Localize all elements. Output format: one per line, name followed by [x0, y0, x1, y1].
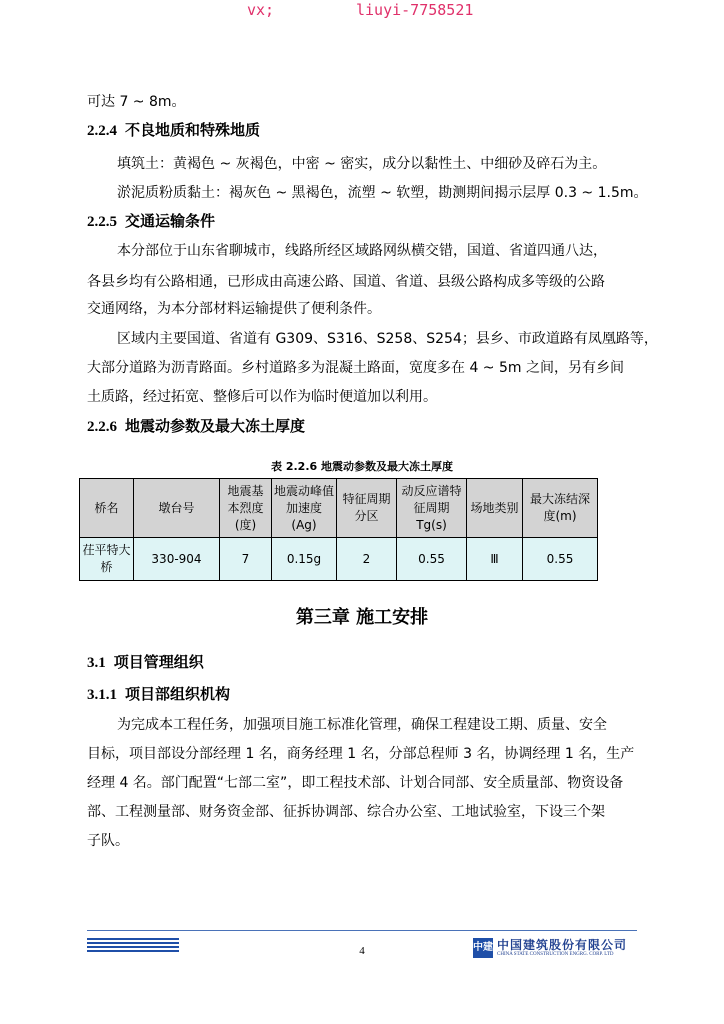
section-heading-2-2-4 [87, 119, 260, 142]
company-logo [473, 936, 638, 962]
paragraph-line: 本分部位于山东省聊城市，线路所经区域路网纵横交错，国道、省道四通八达， [117, 243, 607, 259]
table-header-cell: 特征周期分区 [337, 479, 397, 538]
section-title: 交通运输条件 [125, 212, 216, 230]
paragraph-line: 土质路，经过拓宽、整修后可以作为临时便道加以利用。 [87, 389, 437, 405]
section-heading-2-2-6 [87, 415, 305, 438]
watermark-right: liuyi-7758521 [356, 1, 474, 19]
paragraph-line: 交通网络，为本分部材料运输提供了便利条件。 [87, 301, 381, 317]
watermark [0, 1, 724, 21]
section-title: 项目部组织机构 [125, 685, 231, 703]
page-footer [0, 930, 724, 970]
table-row [80, 538, 598, 581]
paragraph-line: 子队。 [87, 833, 129, 849]
table-cell: 330-904 [134, 538, 220, 581]
paragraph-line: 部、工程测量部、财务资金部、征拆协调部、综合办公室、工地试验室，下设三个架 [87, 804, 605, 820]
paragraph-line: 各县乡均有公路相通，已形成由高速公路、国道、省道、县级公路构成多等级的公路 [87, 274, 605, 290]
paragraph-line: 区域内主要国道、省道有 G309、S316、S258、S254；县乡、市政道路有凤凰路等， [117, 331, 658, 347]
section-heading-3-1-1 [87, 683, 230, 706]
section-title: 地震动参数及最大冻土厚度 [125, 417, 306, 435]
paragraph-line: 淤泥质粉质黏土：褐灰色 ~ 黑褐色，流塑 ~ 软塑，勘测期间揭示层厚 0.3 ~ 1.5m。 [117, 185, 648, 201]
section-heading-3-1 [87, 651, 204, 674]
footer-divider [87, 930, 637, 931]
section-heading-2-2-5 [87, 210, 215, 233]
section-number: 3.1 [87, 655, 106, 671]
table-header-cell: 地震基本烈度(度) [220, 479, 272, 538]
section-number: 3.1.1 [87, 687, 117, 703]
table-header-cell: 最大冻结深度(m) [523, 479, 598, 538]
company-name-en: CHINA STATE CONSTRUCTION ENGRG. CORP. LTD [497, 952, 614, 957]
table-header-cell: 动反应谱特征周期Tg(s) [397, 479, 467, 538]
section-title: 不良地质和特殊地质 [125, 121, 261, 139]
table-header-cell: 墩台号 [134, 479, 220, 538]
seismic-parameters-table [79, 478, 598, 581]
chapter-title: 第三章 施工安排 [295, 607, 429, 628]
table-cell: 0.55 [397, 538, 467, 581]
table-header-cell: 桥名 [80, 479, 134, 538]
table-cell: Ⅲ [467, 538, 523, 581]
section-number: 2.2.4 [87, 123, 117, 139]
table-header-row [80, 479, 598, 538]
table-cell: 0.15g [272, 538, 337, 581]
cscec-logo-icon: 中建 [473, 938, 493, 958]
paragraph-line: 经理 4 名。部门配置“七部二室”，即工程技术部、计划合同部、安全质量部、物资设备 [87, 775, 624, 791]
table-cell: 0.55 [523, 538, 598, 581]
watermark-left: vx; [247, 1, 275, 19]
paragraph-line: 可达 7 ~ 8m。 [87, 94, 186, 110]
table-cell: 茌平特大桥 [80, 538, 134, 581]
table-header-cell: 场地类别 [467, 479, 523, 538]
table-cell: 2 [337, 538, 397, 581]
page-number: 4 [359, 945, 365, 957]
section-number: 2.2.5 [87, 214, 117, 230]
section-title: 项目管理组织 [113, 653, 204, 671]
paragraph-line: 目标，项目部设分部经理 1 名，商务经理 1 名，分部总程师 3 名，协调经理 1 名，生产 [87, 746, 635, 762]
table-cell: 7 [220, 538, 272, 581]
company-name-cn: 中国建筑股份有限公司 [497, 938, 628, 952]
table-caption: 表 2.2.6 地震动参数及最大冻土厚度 [271, 460, 453, 473]
paragraph-line: 大部分道路为沥青路面。乡村道路多为混凝土路面，宽度多在 4 ~ 5m 之间，另有乡间 [87, 360, 624, 376]
table-header-cell: 地震动峰值加速度(Ag) [272, 479, 337, 538]
paragraph-line: 为完成本工程任务，加强项目施工标准化管理，确保工程建设工期、质量、安全 [117, 717, 607, 733]
section-number: 2.2.6 [87, 419, 117, 435]
paragraph-line: 填筑土：黄褐色 ~ 灰褐色，中密 ~ 密实，成分以黏性土、中细砂及碎石为主。 [117, 156, 607, 172]
